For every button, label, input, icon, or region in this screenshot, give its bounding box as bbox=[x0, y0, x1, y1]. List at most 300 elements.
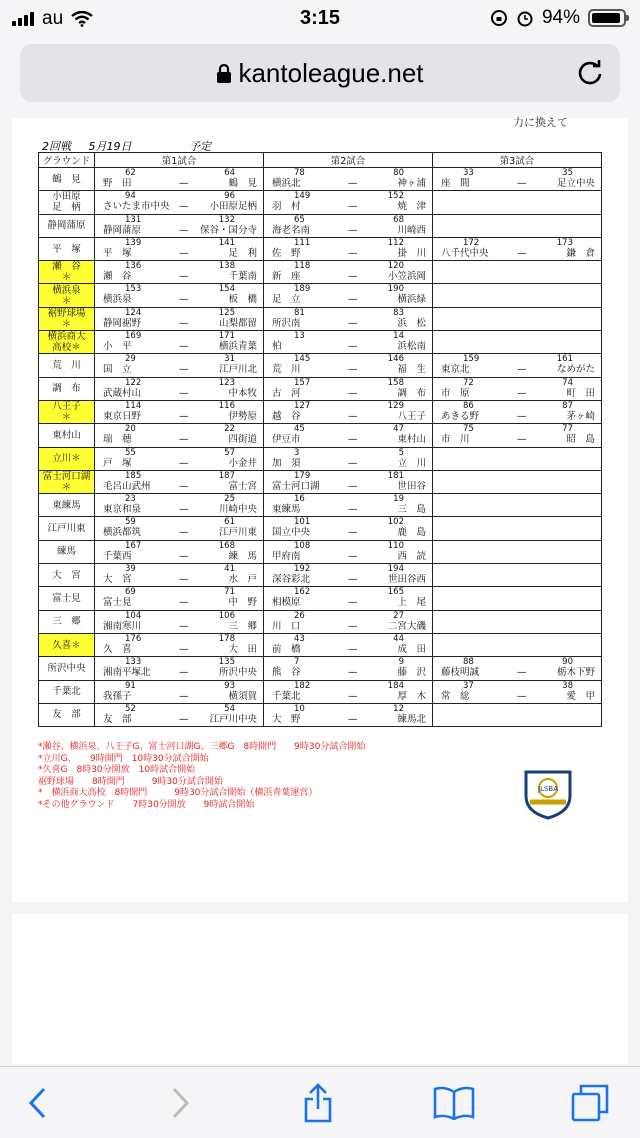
team1-number: 108 bbox=[294, 540, 311, 551]
versus-dash: — bbox=[517, 247, 527, 259]
team1-name: 羽 村 bbox=[272, 201, 301, 213]
table-row bbox=[39, 331, 602, 354]
team1-name: 座 間 bbox=[441, 178, 470, 189]
team1-number: 179 bbox=[294, 470, 311, 481]
ground-cell: 久喜＊ bbox=[39, 633, 95, 656]
team2-name: 栃木下野 bbox=[556, 667, 595, 679]
team1-name: 横浜泉 bbox=[103, 294, 132, 306]
versus-dash: — bbox=[348, 574, 358, 586]
team1-number: 169 bbox=[125, 331, 142, 342]
ground-cell: 江戸川東 bbox=[39, 517, 95, 540]
versus-dash: — bbox=[348, 527, 358, 539]
versus-dash: — bbox=[348, 410, 358, 422]
match-cell bbox=[95, 564, 264, 587]
versus-dash: — bbox=[348, 178, 358, 189]
match-cell bbox=[264, 284, 433, 307]
team2-number: 190 bbox=[387, 284, 404, 295]
match-cell bbox=[95, 307, 264, 330]
versus-dash: — bbox=[179, 550, 189, 562]
match-cell bbox=[95, 354, 264, 377]
back-button[interactable] bbox=[16, 1081, 60, 1125]
team1-number: 131 bbox=[125, 214, 142, 225]
team1-name: 武蔵村山 bbox=[103, 387, 142, 399]
team2-number: 71 bbox=[224, 587, 235, 598]
team1-number: 145 bbox=[294, 354, 311, 365]
team2-name: 三 郷 bbox=[228, 620, 257, 632]
team2-number: 184 bbox=[387, 680, 404, 691]
team1-number: 182 bbox=[294, 680, 311, 691]
match-cell bbox=[433, 587, 602, 610]
table-row bbox=[39, 494, 602, 517]
match-cell bbox=[95, 517, 264, 540]
team1-name: 友 部 bbox=[103, 713, 132, 725]
table-row bbox=[39, 261, 602, 284]
team2-name: 焼 津 bbox=[397, 201, 426, 213]
team1-name: あきる野 bbox=[441, 410, 480, 422]
team2-name: 小笠浜岡 bbox=[387, 271, 426, 283]
team1-number: 162 bbox=[294, 587, 311, 598]
team1-name: 大 野 bbox=[272, 713, 301, 725]
address-bar[interactable] bbox=[20, 44, 620, 102]
team1-name: 足 立 bbox=[272, 294, 301, 306]
table-row bbox=[39, 540, 602, 563]
team1-number: 86 bbox=[463, 400, 474, 411]
browser-toolbar bbox=[0, 1066, 640, 1138]
match-cell bbox=[264, 424, 433, 447]
match-cell bbox=[264, 400, 433, 423]
match-cell bbox=[433, 517, 602, 540]
ground-cell: 横浜商大 高校＊ bbox=[39, 331, 95, 354]
match-cell bbox=[433, 540, 602, 563]
team1-name: 千葉北 bbox=[272, 690, 301, 702]
team2-number: 132 bbox=[218, 214, 235, 225]
match-cell bbox=[433, 307, 602, 330]
team2-number: 102 bbox=[387, 517, 404, 528]
team2-number: 116 bbox=[218, 400, 235, 411]
team1-number: 37 bbox=[463, 680, 474, 691]
versus-dash: — bbox=[517, 667, 527, 679]
document-page-2[interactable] bbox=[12, 914, 628, 1064]
team2-number: 168 bbox=[218, 540, 235, 551]
versus-dash: — bbox=[517, 410, 527, 422]
table-row bbox=[39, 680, 602, 703]
team1-number: 159 bbox=[463, 354, 480, 365]
team1-number: 189 bbox=[294, 284, 311, 295]
team2-name: 昭 島 bbox=[566, 434, 595, 446]
team1-number: 59 bbox=[125, 517, 136, 528]
team1-name: 静岡蒲原 bbox=[103, 224, 142, 236]
team2-number: 90 bbox=[562, 657, 573, 668]
document-page[interactable] bbox=[12, 118, 628, 902]
team2-name: 八王子 bbox=[397, 410, 426, 422]
team2-number: 61 bbox=[224, 517, 235, 528]
url-text: kantoleague.net bbox=[238, 58, 424, 88]
ground-cell: 東練馬 bbox=[39, 494, 95, 517]
match-cell bbox=[95, 400, 264, 423]
schedule-table bbox=[38, 152, 602, 727]
team2-number: 146 bbox=[387, 354, 404, 365]
bookmarks-button[interactable] bbox=[432, 1081, 476, 1125]
header-ground: グラウンド bbox=[39, 153, 95, 168]
team2-number: 57 bbox=[224, 447, 235, 458]
match-cell bbox=[433, 447, 602, 470]
team1-name: 八千代中央 bbox=[441, 247, 489, 259]
match-cell bbox=[95, 237, 264, 260]
versus-dash: — bbox=[179, 201, 189, 213]
team2-number: 161 bbox=[556, 354, 573, 365]
reload-icon[interactable] bbox=[574, 56, 606, 88]
team1-number: 127 bbox=[294, 400, 311, 411]
team1-name: 越 谷 bbox=[272, 410, 301, 422]
match-cell bbox=[433, 494, 602, 517]
team2-name: 山梨都留 bbox=[218, 317, 257, 329]
team1-name: 富士河口湖 bbox=[272, 480, 320, 492]
team1-name: 国立中央 bbox=[272, 527, 311, 539]
match-cell bbox=[95, 470, 264, 493]
team1-name: 戸 塚 bbox=[103, 457, 132, 469]
team2-name: 鹿 島 bbox=[397, 527, 426, 539]
team1-number: 7 bbox=[294, 657, 300, 668]
team2-name: 保谷・国分寺 bbox=[199, 224, 257, 236]
team2-number: 25 bbox=[224, 494, 235, 505]
match-cell bbox=[433, 610, 602, 633]
team2-number: 83 bbox=[393, 307, 404, 318]
team1-number: 176 bbox=[125, 633, 142, 644]
versus-dash: — bbox=[348, 597, 358, 609]
team1-number: 91 bbox=[125, 680, 136, 691]
team1-name: 久 喜 bbox=[103, 643, 132, 655]
team2-number: 64 bbox=[224, 168, 235, 178]
team2-name: 練馬北 bbox=[397, 713, 426, 725]
team1-name: 瑞 穂 bbox=[103, 434, 132, 446]
match-cell bbox=[264, 191, 433, 214]
match-cell bbox=[264, 587, 433, 610]
team1-name: 伊豆市 bbox=[272, 434, 301, 446]
team2-number: 129 bbox=[387, 400, 404, 411]
match-cell bbox=[95, 703, 264, 726]
team2-name: 上 尾 bbox=[397, 597, 426, 609]
team1-name: 東京北 bbox=[441, 364, 470, 376]
match-cell bbox=[264, 237, 433, 260]
team2-name: 成 田 bbox=[397, 643, 426, 655]
team1-number: 26 bbox=[294, 610, 305, 621]
table-row bbox=[39, 703, 602, 726]
team1-name: 東京和泉 bbox=[103, 504, 142, 516]
match-cell bbox=[264, 494, 433, 517]
team2-number: 110 bbox=[387, 540, 404, 551]
team1-number: 167 bbox=[125, 540, 142, 551]
team1-number: 94 bbox=[125, 191, 136, 202]
team2-number: 187 bbox=[218, 470, 235, 481]
team2-name: 二宮大磯 bbox=[387, 620, 426, 632]
team1-number: 101 bbox=[294, 517, 311, 528]
team2-name: 江戸川東 bbox=[218, 527, 257, 539]
team1-number: 29 bbox=[125, 354, 136, 365]
team1-number: 118 bbox=[294, 261, 311, 272]
team1-name: 千葉西 bbox=[103, 550, 132, 562]
team2-number: 120 bbox=[387, 261, 404, 272]
versus-dash: — bbox=[179, 294, 189, 306]
bookmarks-icon bbox=[433, 1086, 475, 1120]
versus-dash: — bbox=[179, 410, 189, 422]
team2-number: 87 bbox=[562, 400, 573, 411]
versus-dash: — bbox=[348, 341, 358, 353]
versus-dash: — bbox=[348, 713, 358, 725]
match-cell bbox=[264, 517, 433, 540]
team2-number: 12 bbox=[393, 703, 404, 714]
table-row bbox=[39, 657, 602, 680]
match-cell bbox=[264, 703, 433, 726]
clock: 3:15 bbox=[299, 7, 341, 29]
forward-button[interactable] bbox=[158, 1081, 202, 1125]
team2-number: 47 bbox=[393, 424, 404, 435]
team2-name: 立 川 bbox=[397, 457, 426, 469]
versus-dash: — bbox=[348, 690, 358, 702]
table-row bbox=[39, 168, 602, 191]
team2-number: 96 bbox=[224, 191, 235, 202]
team1-name: 荒 川 bbox=[272, 364, 301, 376]
team2-name: 茅ヶ崎 bbox=[566, 410, 595, 422]
versus-dash: — bbox=[179, 224, 189, 236]
team2-number: 181 bbox=[387, 470, 404, 481]
team2-number: 38 bbox=[562, 680, 573, 691]
note-line: 裾野球場 8時開門 9時30分試合開始 bbox=[38, 776, 223, 787]
match-cell bbox=[264, 307, 433, 330]
ground-cell: 富士河口湖 ＊ bbox=[39, 470, 95, 493]
ground-cell: 荒 川 bbox=[39, 354, 95, 377]
team2-number: 68 bbox=[393, 214, 404, 225]
team2-number: 125 bbox=[218, 307, 235, 318]
versus-dash: — bbox=[179, 364, 189, 376]
team2-name: 千葉南 bbox=[228, 271, 257, 283]
match-cell bbox=[433, 237, 602, 260]
cut-off-text: 力に換えて bbox=[513, 116, 568, 129]
ground-cell: 静岡蒲原 bbox=[39, 214, 95, 237]
team2-name: 小田原足柄 bbox=[209, 201, 257, 213]
match-cell bbox=[433, 564, 602, 587]
ground-cell: 裾野球場 ＊ bbox=[39, 307, 95, 330]
match-cell bbox=[433, 331, 602, 354]
tabs-icon bbox=[570, 1083, 610, 1123]
match-cell bbox=[95, 191, 264, 214]
team2-name: 世田谷 bbox=[397, 480, 426, 492]
team1-name: 野 田 bbox=[103, 178, 132, 189]
team1-name: 熊 谷 bbox=[272, 667, 301, 679]
team2-name: 鎌 倉 bbox=[566, 247, 595, 259]
team2-number: 154 bbox=[218, 284, 235, 295]
versus-dash: — bbox=[348, 271, 358, 283]
share-button[interactable] bbox=[296, 1081, 340, 1125]
versus-dash: — bbox=[348, 317, 358, 329]
plan-label: 予定 bbox=[189, 140, 211, 153]
match-cell bbox=[433, 284, 602, 307]
match-cell bbox=[95, 168, 264, 191]
team2-number: 178 bbox=[218, 633, 235, 644]
match-cell bbox=[95, 633, 264, 656]
ground-cell: 練馬 bbox=[39, 540, 95, 563]
match-cell bbox=[95, 494, 264, 517]
ground-cell: 鶴 見 bbox=[39, 168, 95, 191]
team2-number: 54 bbox=[224, 703, 235, 714]
lock-icon bbox=[216, 64, 232, 84]
ground-cell: 平 塚 bbox=[39, 237, 95, 260]
team2-number: 35 bbox=[562, 168, 573, 178]
match-cell bbox=[264, 470, 433, 493]
forward-icon bbox=[170, 1087, 190, 1119]
versus-dash: — bbox=[348, 504, 358, 516]
team1-name: 市 川 bbox=[441, 434, 470, 446]
match-cell bbox=[433, 633, 602, 656]
versus-dash: — bbox=[348, 480, 358, 492]
logo-text: JLSBA bbox=[538, 785, 558, 793]
team1-number: 72 bbox=[463, 377, 474, 388]
team1-name: 我孫子 bbox=[103, 690, 132, 702]
team2-number: 135 bbox=[218, 657, 235, 668]
versus-dash: — bbox=[179, 713, 189, 725]
team2-name: 厚 木 bbox=[397, 690, 426, 702]
match-cell bbox=[95, 540, 264, 563]
versus-dash: — bbox=[348, 667, 358, 679]
match-cell bbox=[95, 587, 264, 610]
match-cell bbox=[264, 447, 433, 470]
team1-number: 149 bbox=[294, 191, 311, 202]
header-game1: 第1試合 bbox=[95, 153, 264, 168]
team2-name: 水 戸 bbox=[228, 574, 257, 586]
table-row bbox=[39, 377, 602, 400]
team2-name: 江戸川中央 bbox=[209, 713, 257, 725]
table-row bbox=[39, 424, 602, 447]
team1-number: 23 bbox=[125, 494, 136, 505]
team1-name: 平 塚 bbox=[103, 247, 132, 259]
rotation-lock-icon bbox=[490, 9, 508, 27]
table-row bbox=[39, 214, 602, 237]
notes-block bbox=[38, 742, 365, 812]
team2-name: 所沢中央 bbox=[218, 667, 257, 679]
versus-dash: — bbox=[179, 597, 189, 609]
team1-number: 20 bbox=[125, 424, 136, 435]
note-line: * 横浜商大高校 8時開門 9時30分試合開始（横浜青葉運営） bbox=[38, 788, 318, 799]
match-cell bbox=[264, 610, 433, 633]
team2-name: 浜 松 bbox=[397, 317, 426, 329]
team2-name: 伊勢原 bbox=[228, 410, 257, 422]
match-cell bbox=[433, 657, 602, 680]
team2-name: 横浜緑 bbox=[397, 294, 426, 306]
team1-name: 国 立 bbox=[103, 364, 132, 376]
carrier-label: au bbox=[42, 8, 64, 29]
team2-name: 愛 甲 bbox=[566, 690, 595, 702]
url-display[interactable] bbox=[20, 58, 620, 89]
team1-number: 78 bbox=[294, 168, 305, 178]
team2-name: 調 布 bbox=[397, 387, 426, 399]
versus-dash: — bbox=[517, 434, 527, 446]
team2-name: 足 利 bbox=[228, 247, 257, 259]
versus-dash: — bbox=[179, 667, 189, 679]
team2-name: 小金井 bbox=[228, 457, 257, 469]
team1-name: 横浜北 bbox=[272, 178, 301, 189]
team1-number: 124 bbox=[125, 307, 142, 318]
team1-name: 川 口 bbox=[272, 620, 301, 632]
team2-number: 123 bbox=[218, 377, 235, 388]
table-row bbox=[39, 191, 602, 214]
team2-name: なめがた bbox=[556, 364, 595, 376]
team1-name: 瀬 谷 bbox=[103, 271, 132, 283]
team1-number: 153 bbox=[125, 284, 142, 295]
ground-cell: 瀬 谷 ＊ bbox=[39, 261, 95, 284]
note-line: *久喜G 8時30分開放 10時試合開始 bbox=[38, 765, 196, 776]
match-cell bbox=[433, 424, 602, 447]
ground-cell: 千葉北 bbox=[39, 680, 95, 703]
versus-dash: — bbox=[179, 620, 189, 632]
table-row bbox=[39, 447, 602, 470]
team1-name: 東練馬 bbox=[272, 504, 301, 516]
team1-number: 185 bbox=[125, 470, 142, 481]
match-cell bbox=[433, 680, 602, 703]
header-game2: 第2試合 bbox=[264, 153, 433, 168]
team2-number: 5 bbox=[398, 447, 404, 458]
team1-name: 古 河 bbox=[272, 387, 301, 399]
team2-name: 神ヶ浦 bbox=[397, 178, 426, 189]
ground-cell: 友 部 bbox=[39, 703, 95, 726]
match-cell bbox=[264, 633, 433, 656]
team1-name: 新 座 bbox=[272, 271, 301, 283]
match-cell bbox=[433, 354, 602, 377]
table-row bbox=[39, 587, 602, 610]
team1-number: 33 bbox=[463, 168, 474, 178]
team1-name: 加 須 bbox=[272, 457, 301, 469]
team1-name: 小 平 bbox=[103, 341, 132, 353]
team2-number: 173 bbox=[556, 237, 573, 248]
team2-number: 112 bbox=[387, 237, 404, 248]
team1-number: 114 bbox=[125, 400, 142, 411]
team1-name: 佐 野 bbox=[272, 247, 301, 259]
table-row bbox=[39, 564, 602, 587]
match-cell bbox=[95, 424, 264, 447]
match-cell bbox=[264, 168, 433, 191]
match-cell bbox=[264, 564, 433, 587]
versus-dash: — bbox=[179, 480, 189, 492]
match-cell bbox=[95, 657, 264, 680]
match-cell bbox=[95, 284, 264, 307]
versus-dash: — bbox=[179, 434, 189, 446]
team2-name: 町 田 bbox=[566, 387, 595, 399]
note-line: *その他グラウンド 7時30分開放 9時試合開始 bbox=[38, 799, 255, 810]
team1-number: 55 bbox=[125, 447, 136, 458]
battery-percent: 94% bbox=[541, 7, 580, 28]
team2-number: 22 bbox=[224, 424, 235, 435]
team1-number: 139 bbox=[125, 237, 142, 248]
versus-dash: — bbox=[179, 247, 189, 259]
match-cell bbox=[95, 610, 264, 633]
match-cell bbox=[264, 540, 433, 563]
versus-dash: — bbox=[348, 457, 358, 469]
tabs-button[interactable] bbox=[568, 1081, 612, 1125]
team1-number: 122 bbox=[125, 377, 142, 388]
team1-number: 88 bbox=[463, 657, 474, 668]
team1-number: 172 bbox=[463, 237, 480, 248]
team1-number: 65 bbox=[294, 214, 305, 225]
versus-dash: — bbox=[179, 341, 189, 353]
match-cell bbox=[433, 214, 602, 237]
match-cell bbox=[264, 261, 433, 284]
table-row bbox=[39, 400, 602, 423]
team2-name: 川崎西 bbox=[397, 224, 426, 236]
ground-cell: 所沢中央 bbox=[39, 657, 95, 680]
team1-number: 13 bbox=[294, 331, 305, 342]
match-cell bbox=[95, 377, 264, 400]
team1-name: さいたま市中央 bbox=[103, 201, 170, 213]
team2-name: 横須賀 bbox=[228, 690, 257, 702]
match-cell bbox=[95, 214, 264, 237]
